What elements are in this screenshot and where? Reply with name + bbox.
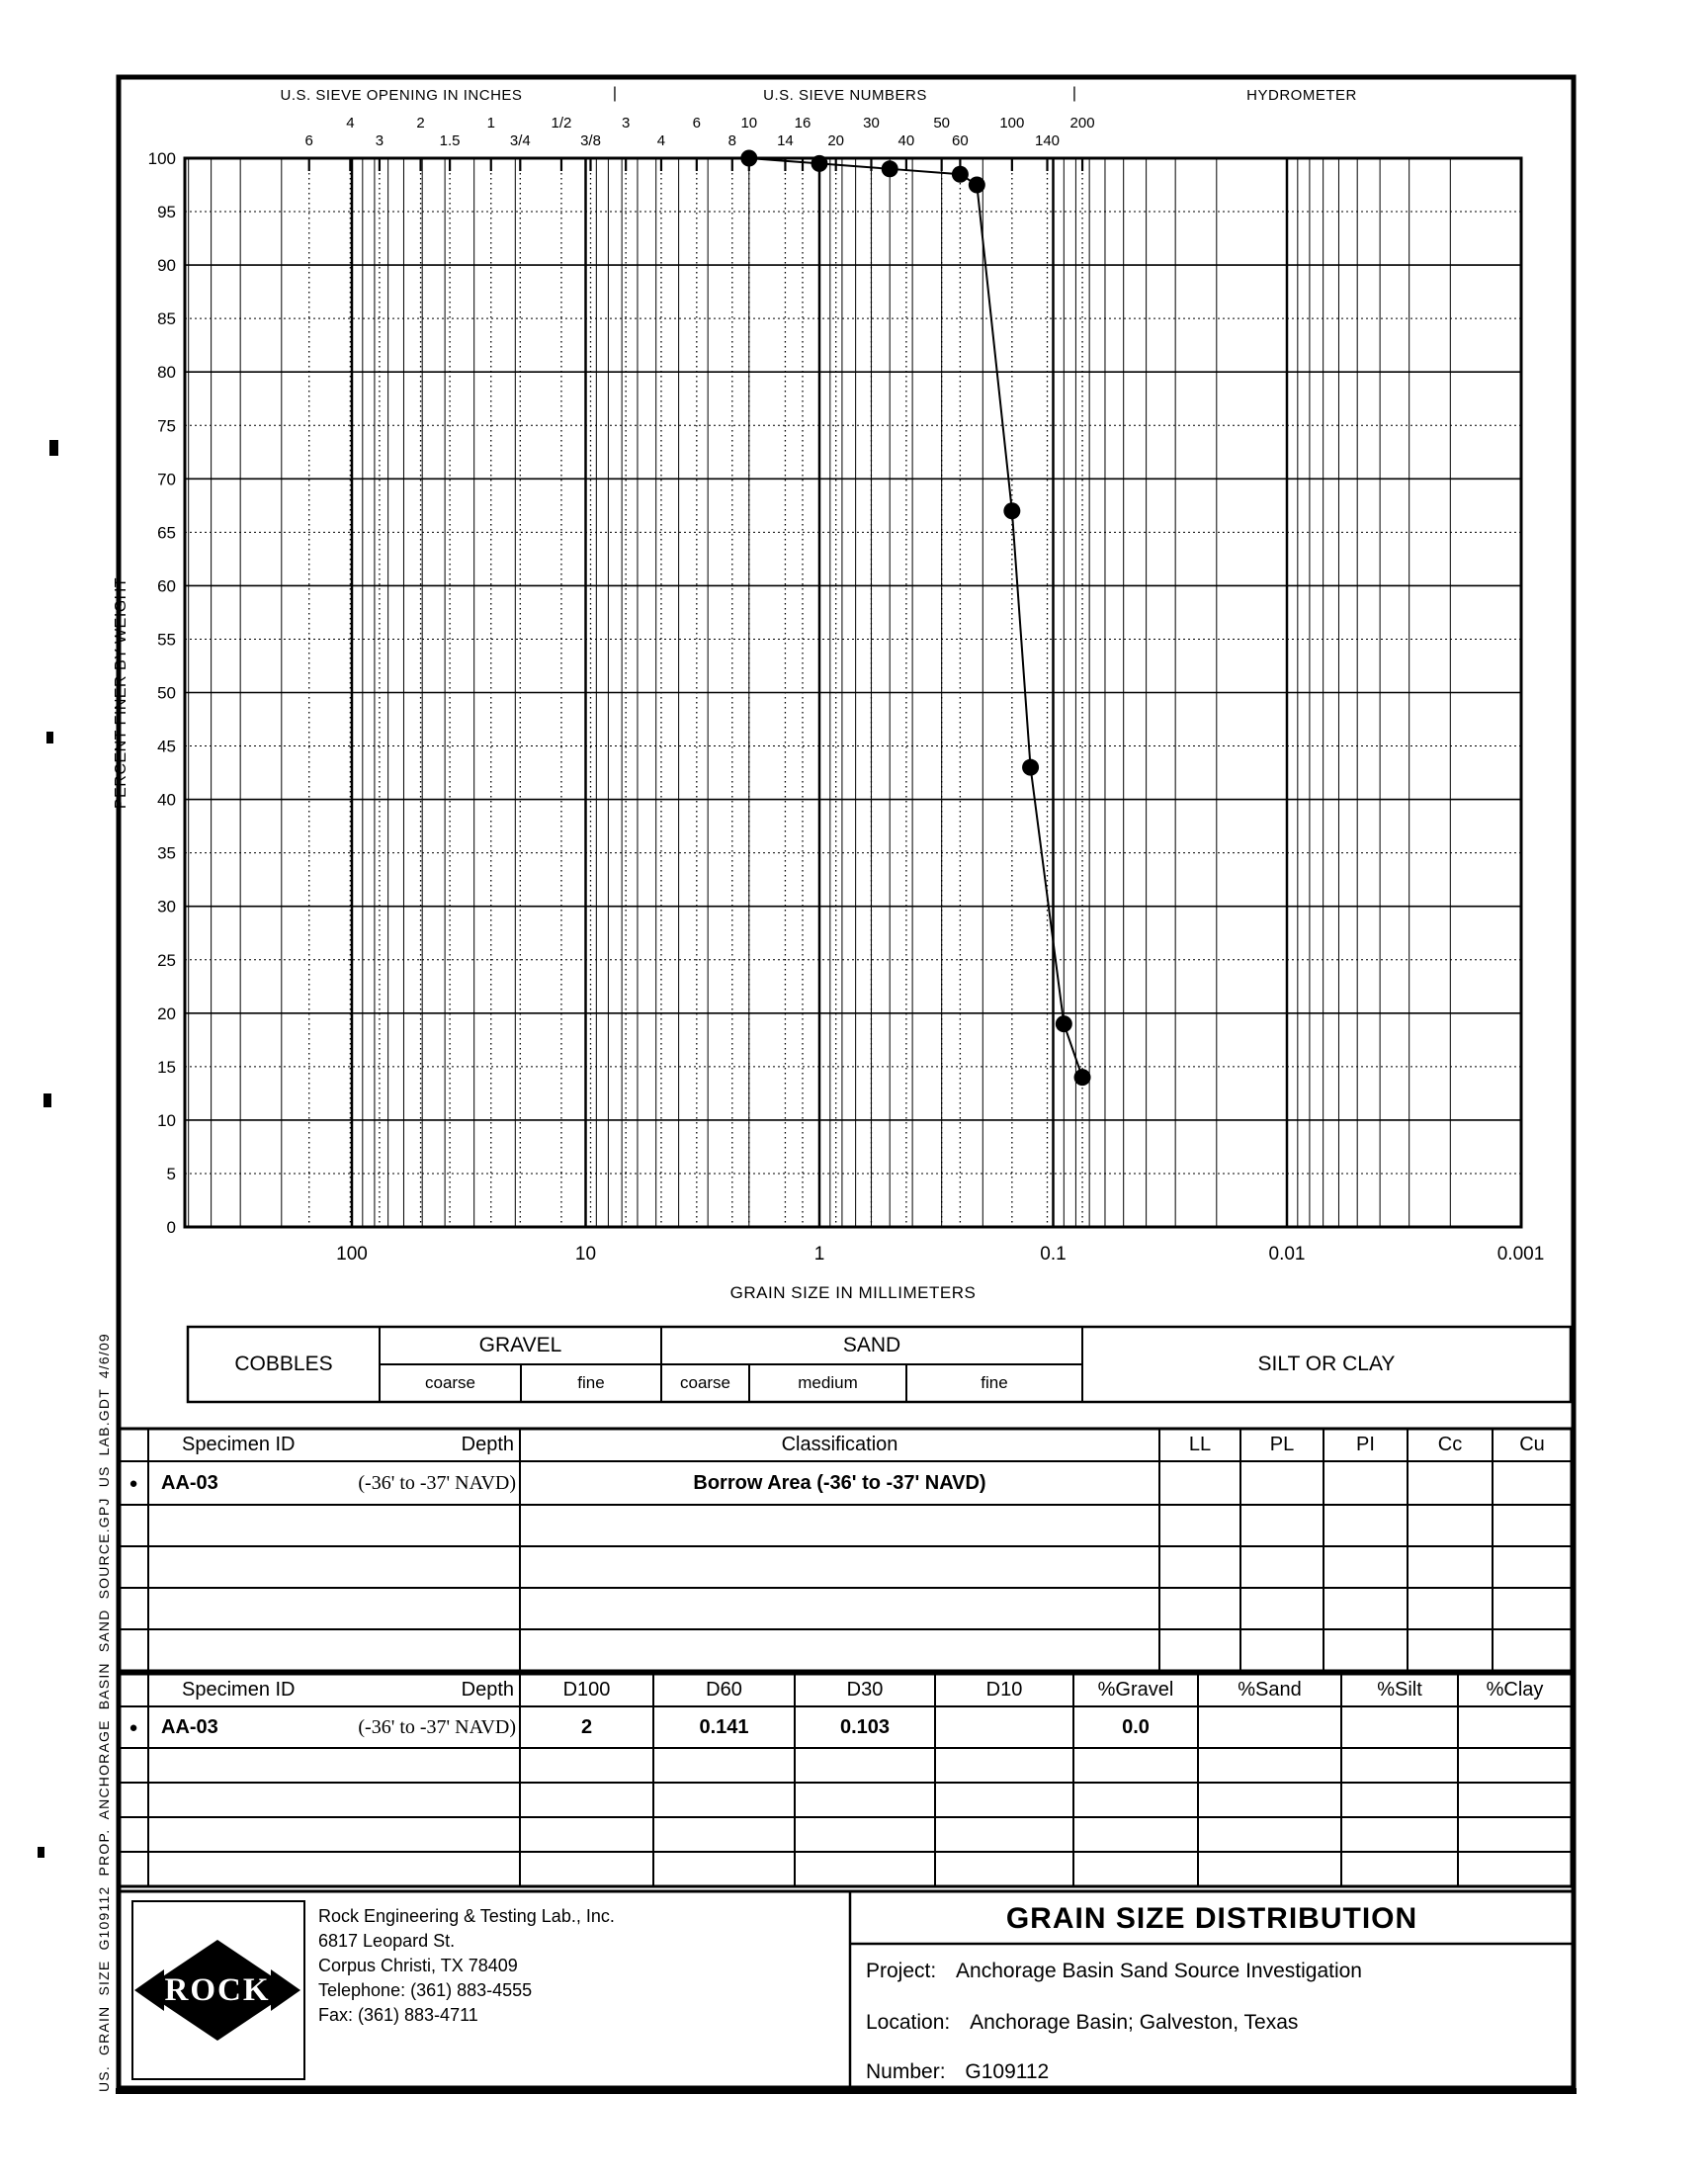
data-point <box>1022 759 1039 776</box>
sieve-label: 1.5 <box>439 132 461 149</box>
grad-row-depth: (-36' to -37' NAVD) <box>358 1715 516 1738</box>
spec-table-header-cu: Cu <box>1519 1434 1545 1455</box>
y-tick-label: 80 <box>157 363 176 383</box>
sieve-label: 6 <box>692 115 701 131</box>
sieve-label: 4 <box>656 132 666 149</box>
spec-row-marker: ● <box>128 1474 138 1492</box>
sieve-label: 6 <box>304 132 313 149</box>
y-tick-label: 85 <box>157 309 176 329</box>
x-tick-label: 100 <box>336 1244 368 1265</box>
spec-table-header-cc: Cc <box>1437 1434 1463 1455</box>
company-name-line: Rock Engineering & Testing Lab., Inc. <box>318 1906 615 1926</box>
grad-table-header-specimen-id <box>148 1674 520 1706</box>
y-tick-label: 70 <box>157 470 176 489</box>
data-point <box>1056 1015 1072 1032</box>
scan-speck <box>38 1847 44 1858</box>
band-sand-fine: fine <box>981 1373 1008 1392</box>
grad-table-header-d60: D60 <box>706 1679 742 1701</box>
spec-row-classification: Borrow Area (-36' to -37' NAVD) <box>693 1471 986 1494</box>
sieve-label: 10 <box>740 115 758 131</box>
location-line <box>866 2011 1298 2037</box>
spec-table-header-pi: PI <box>1356 1434 1375 1455</box>
grad-row-marker: ● <box>128 1718 138 1736</box>
band-gravel: GRAVEL <box>478 1334 562 1356</box>
top-axis-section-hydrometer: HYDROMETER <box>1246 86 1357 104</box>
grad-row-d100: 2 <box>580 1715 593 1738</box>
x-tick-label: 10 <box>574 1244 597 1265</box>
data-point <box>740 150 757 167</box>
company-fax-line: Fax: (361) 883-4711 <box>318 2005 478 2025</box>
location-value: Anchorage Basin; Galveston, Texas <box>970 2011 1299 2034</box>
grad-row-d60: 0.141 <box>699 1715 749 1738</box>
y-tick-label: 25 <box>157 950 176 970</box>
sieve-label: 16 <box>794 115 811 131</box>
top-axis-section-numbers: U.S. SIEVE NUMBERS <box>763 86 927 104</box>
sieve-label: 30 <box>863 115 880 131</box>
spec-table-header-specimen-id <box>148 1429 520 1461</box>
sieve-label: 3/4 <box>509 132 531 149</box>
band-sand-medium: medium <box>798 1373 858 1392</box>
spec-table-header-ll: LL <box>1188 1434 1212 1455</box>
scan-speck <box>49 440 58 456</box>
y-tick-label: 65 <box>157 523 176 543</box>
band-silt-or-clay: SILT OR CLAY <box>1257 1353 1396 1375</box>
y-tick-label: 75 <box>157 416 176 436</box>
distribution-curve <box>749 158 1082 1078</box>
data-point <box>811 155 828 172</box>
data-point <box>1003 502 1020 519</box>
y-tick-label: 30 <box>157 897 176 917</box>
sieve-label: 60 <box>952 132 969 149</box>
grad-header-specimen-label: Specimen ID <box>182 1679 296 1701</box>
x-tick-label: 1 <box>813 1244 825 1265</box>
y-tick-label: 15 <box>157 1057 176 1077</box>
grad-table-header-clay: %Clay <box>1486 1679 1544 1701</box>
top-axis-separator-2: | <box>1071 85 1077 102</box>
spec-header-specimen-label: Specimen ID <box>182 1434 296 1455</box>
band-sand: SAND <box>842 1334 901 1356</box>
grad-row-d10 <box>935 1706 1073 1748</box>
spec-table-header-classification: Classification <box>781 1434 898 1455</box>
grad-table-header-d100: D100 <box>562 1679 611 1701</box>
sieve-label: 2 <box>416 115 425 131</box>
sieve-label: 140 <box>1034 132 1061 149</box>
data-point <box>952 166 969 183</box>
number-label: Number: <box>866 2060 946 2083</box>
sieve-label: 8 <box>727 132 736 149</box>
project-label: Project: <box>866 1960 937 1982</box>
grad-header-depth-label: Depth <box>461 1679 514 1701</box>
sieve-label: 1 <box>486 115 495 131</box>
sheet-border <box>119 77 1574 2088</box>
scan-speck <box>43 1093 51 1107</box>
y-tick-label: 90 <box>157 256 176 276</box>
grad-row-gravel: 0.0 <box>1122 1715 1150 1738</box>
spec-header-depth-label: Depth <box>461 1434 514 1455</box>
grad-row-specimen-id: AA-03 <box>161 1715 218 1738</box>
grad-table-header-sand: %Sand <box>1238 1679 1302 1701</box>
y-tick-label: 5 <box>166 1164 176 1183</box>
sieve-label: 200 <box>1069 115 1095 131</box>
y-tick-label: 55 <box>157 630 176 650</box>
project-value: Anchorage Basin Sand Source Investigation <box>956 1960 1362 1982</box>
y-tick-label: 20 <box>157 1004 176 1023</box>
band-gravel-coarse: coarse <box>424 1373 476 1392</box>
y-tick-label: 60 <box>157 576 176 596</box>
sidebar-filename-text: US. GRAIN SIZE G109112 PROP. ANCHORAGE BASIN SAND SOURCE.GPJ US LAB.GDT 4/6/09 <box>96 1333 112 2092</box>
sieve-label: 1/2 <box>551 115 572 131</box>
band-cobbles: COBBLES <box>234 1353 333 1375</box>
x-tick-label: 0.1 <box>1040 1244 1067 1265</box>
y-tick-label: 45 <box>157 737 176 756</box>
grad-row-d30: 0.103 <box>839 1715 891 1738</box>
spec-row-specimen-id: AA-03 <box>161 1471 218 1494</box>
company-street-line: 6817 Leopard St. <box>318 1931 456 1951</box>
y-tick-label: 40 <box>157 790 176 810</box>
y-tick-label: 10 <box>157 1110 176 1130</box>
sieve-label: 20 <box>827 132 845 149</box>
sieve-label: 50 <box>933 115 951 131</box>
data-point <box>969 177 985 194</box>
x-axis-title: GRAIN SIZE IN MILLIMETERS <box>729 1283 977 1302</box>
grad-table-header-gravel: %Gravel <box>1097 1679 1174 1701</box>
spec-row-depth: (-36' to -37' NAVD) <box>358 1471 516 1494</box>
band-sand-coarse: coarse <box>679 1373 731 1392</box>
grad-table-header-d10: D10 <box>985 1679 1023 1701</box>
sieve-label: 3 <box>622 115 631 131</box>
y-tick-label: 95 <box>157 203 176 222</box>
company-telephone-line: Telephone: (361) 883-4555 <box>318 1980 533 2000</box>
spec-table-header-pl: PL <box>1269 1434 1295 1455</box>
grad-table-header-d30: D30 <box>846 1679 884 1701</box>
data-point <box>1074 1069 1091 1086</box>
number-line <box>866 2060 1049 2086</box>
y-tick-label: 0 <box>166 1218 176 1237</box>
report-title: GRAIN SIZE DISTRIBUTION <box>1005 1902 1418 1935</box>
x-tick-label: 0.001 <box>1496 1244 1545 1265</box>
sieve-label: 3/8 <box>580 132 601 149</box>
top-axis-section-inches: U.S. SIEVE OPENING IN INCHES <box>280 86 523 104</box>
y-tick-label: 35 <box>157 843 176 863</box>
x-tick-label: 0.01 <box>1268 1244 1306 1265</box>
y-tick-label: 100 <box>147 149 176 168</box>
band-gravel-fine: fine <box>577 1373 605 1392</box>
top-axis-separator-1: | <box>612 85 618 102</box>
y-tick-label: 50 <box>157 683 176 703</box>
sieve-label: 100 <box>999 115 1025 131</box>
data-point <box>882 160 898 177</box>
project-line <box>866 1960 1362 1985</box>
company-city-line: Corpus Christi, TX 78409 <box>318 1956 518 1975</box>
y-axis-title: PERCENT FINER BY WEIGHT <box>113 576 129 809</box>
number-value: G109112 <box>965 2060 1050 2083</box>
sieve-label: 3 <box>375 132 384 149</box>
sieve-label: 14 <box>777 132 794 149</box>
sieve-label: 40 <box>897 132 915 149</box>
sieve-label: 4 <box>346 115 355 131</box>
scan-speck <box>46 732 53 743</box>
location-label: Location: <box>866 2011 951 2034</box>
logo-text: ROCK <box>164 1971 271 2008</box>
grad-table-header-silt: %Silt <box>1377 1679 1422 1701</box>
